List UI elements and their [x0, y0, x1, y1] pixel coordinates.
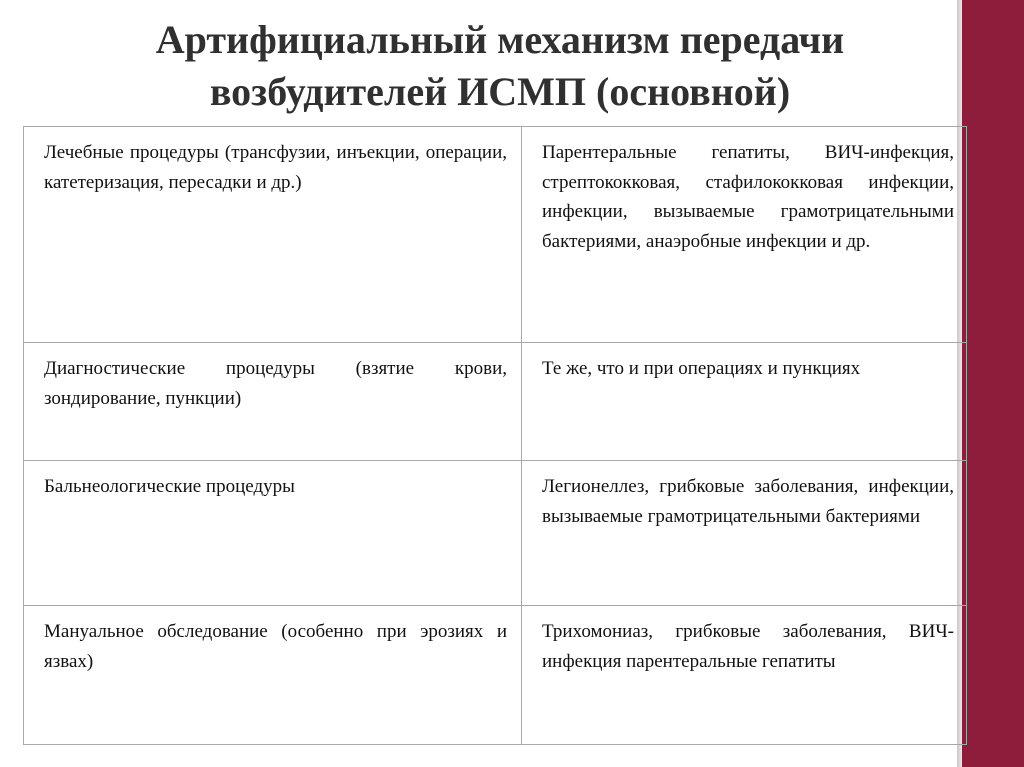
procedure-cell: Мануальное обследование (особенно при эрозиях и язвах) — [24, 606, 522, 745]
procedure-cell: Диагностические процедуры (взятие крови, зондирование, пункции) — [24, 343, 522, 461]
table-row — [24, 343, 967, 461]
procedure-cell: Бальнеологические процедуры — [24, 461, 522, 606]
infections-cell: Парентеральные гепатиты, ВИЧ-инфекция, стрептококковая, стафилококковая инфекции, инфекции, вызываемые грамотрицательными бактериями, анаэробные инфекции и др. — [522, 127, 967, 343]
infections-cell: Трихомониаз, грибковые заболевания, ВИЧ-инфекция парентеральные гепатиты — [522, 606, 967, 745]
slide-title-line-1: Артифициальный механизм передачи — [155, 17, 845, 62]
side-decorative-band — [962, 0, 1024, 767]
infections-cell: Легионеллез, грибковые заболевания, инфекции, вызываемые грамотрицательными бактериями — [522, 461, 967, 606]
slide-title — [60, 14, 940, 118]
procedure-cell: Лечебные процедуры (трансфузии, инъекции, операции, катетеризация, пересадки и др.) — [24, 127, 522, 343]
infections-cell: Те же, что и при операциях и пункциях — [522, 343, 967, 461]
table-row — [24, 127, 967, 343]
table-row — [24, 606, 967, 745]
transmission-table — [23, 126, 967, 745]
slide-title-line-2: возбудителей ИСМП (основной) — [209, 69, 791, 114]
table-row — [24, 461, 967, 606]
